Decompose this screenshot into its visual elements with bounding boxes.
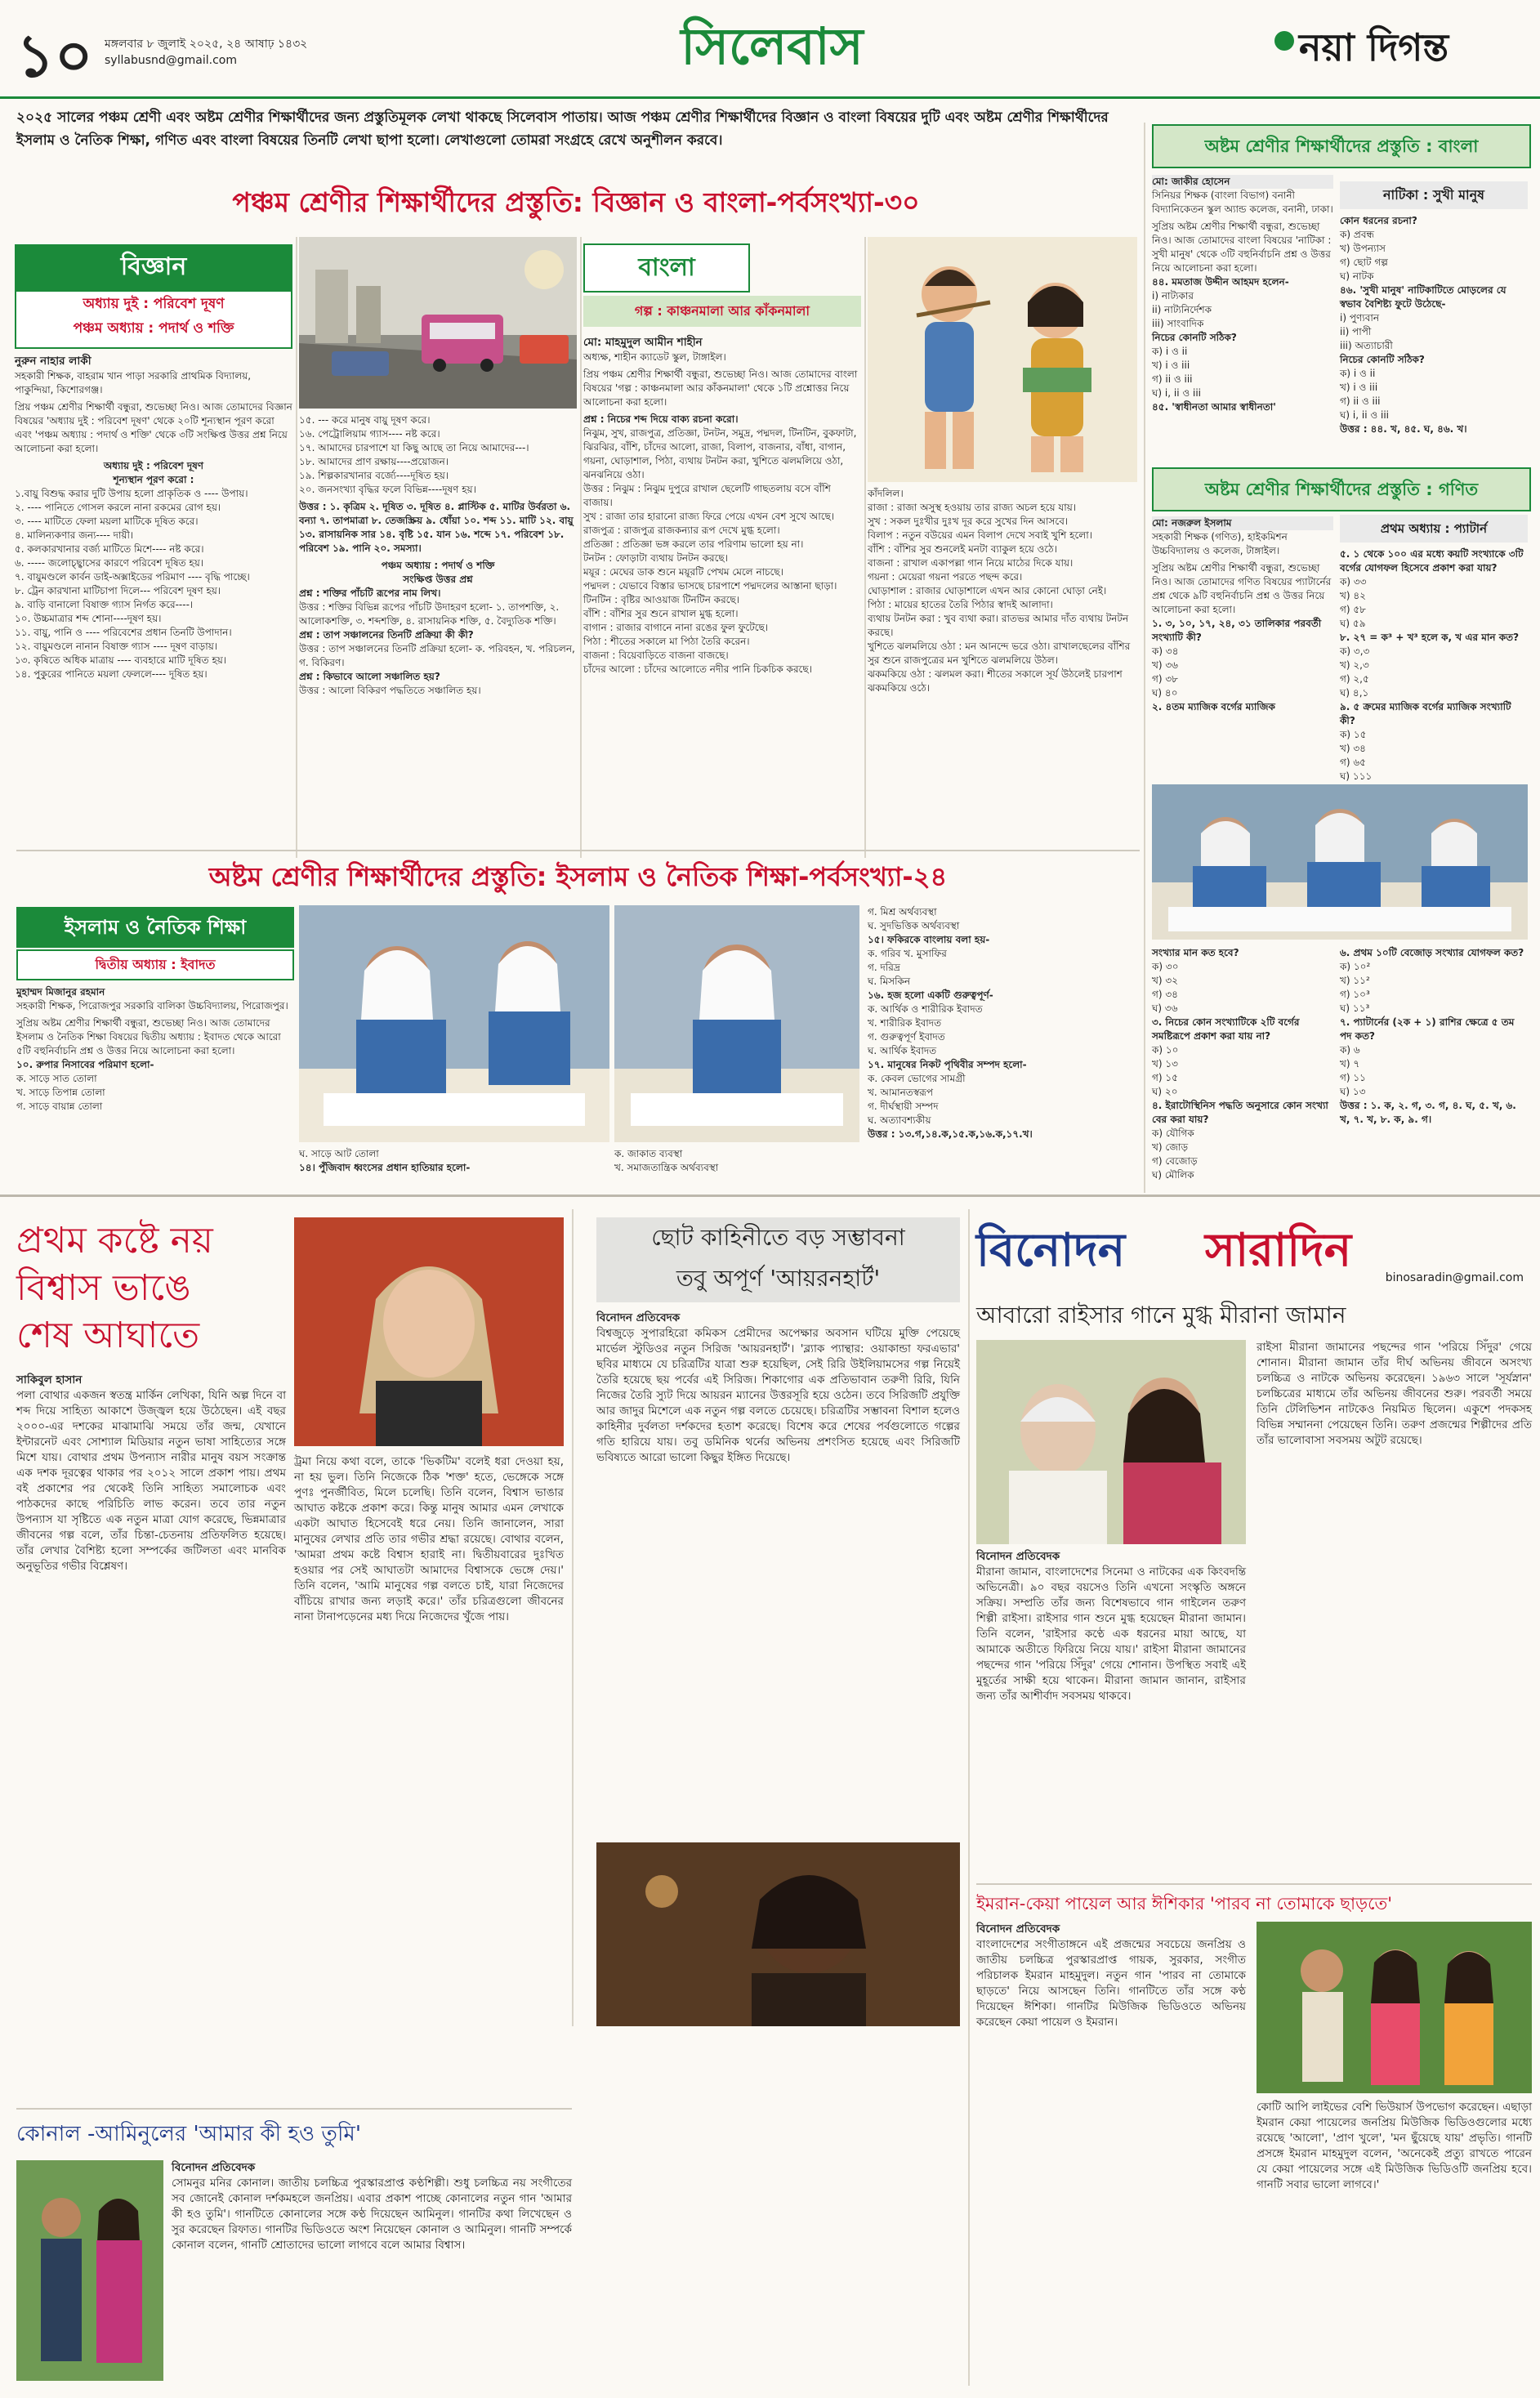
islam-line: ক. গরিব খ. মুসাফির: [868, 948, 947, 959]
class8-math-lower2: [1340, 946, 1528, 1127]
science-sub1b: শূন্যস্থান পূরণ করো :: [113, 474, 194, 485]
class8-math-line: গ) ১০³: [1340, 989, 1370, 1000]
class8-math-line: ক) ৩০: [1152, 961, 1179, 972]
science-chapter-1: অধ্যায় দুই : পরিবেশ দূষণ: [83, 296, 225, 312]
bangla-answer: রাজপুত্র : রাজপুত্র রাজকন্যার রূপ দেখে মুগ্ধ হলো।: [583, 525, 780, 536]
binodon-email: binosaradin@gmail.com: [1385, 1271, 1524, 1284]
author-portrait-photo: [294, 1217, 564, 1446]
islam-line: ১৭. মানুষের নিকট পৃথিবীর সম্পদ হলো-: [868, 1059, 1027, 1070]
islam-line: ক. কেবল ভোগের সামগ্রী: [868, 1073, 966, 1084]
divider: [16, 850, 1140, 851]
class8-bangla-choice: ঘ) i, ii ও iii: [1152, 387, 1202, 399]
science-answer: উত্তর : ১. কৃত্রিম ২. দূষিত ৩. দূষিত ৪. প্লাস্টিক ৫. মাটির উর্বরতা ৬. বন্যা ৭. তাপমাত্রা ৮. তেজস্ক্রিয় ৯. ধোঁয়া ১০. শব্দ ১১. মাটি ১২. বায়ু ১৩. রাসায়নিক সার ১৪. বৃষ্টি ১৫. যান ১৬. শব্দে ১৭. পরিবেশ ১৮. পরিবেশ ১৯. পানি ২০. সমস্যা।: [299, 501, 574, 554]
islam-line: ঘ. আর্থিক ইবাদত: [868, 1045, 937, 1056]
science-item: ১১. বায়ু, পানি ও ---- পরিবেশের প্রধান তিনটি উপাদান।: [15, 627, 232, 638]
class8-math-line: ঘ) মৌলিক: [1152, 1169, 1194, 1181]
islam-line: খ. সাড়ে তিপান্ন তোলা: [16, 1087, 105, 1098]
binodon-story1-col1: [976, 1549, 1246, 1704]
page-number: ১০: [16, 20, 93, 90]
bangla-answer: প্রতিজ্ঞা : প্রতিজ্ঞা ভঙ্গ করলে তার পরিণাম ভালো হয় না।: [583, 538, 804, 550]
class8-math-line: ক) ৩,৩: [1340, 645, 1370, 657]
science-item: ৬. ----- জলোচ্ছ্বাসের কারণে পরিবেশ দূষিত হয়।: [15, 557, 204, 569]
class8-math-lower1: [1152, 946, 1333, 1182]
actress-photo-icon: [976, 1340, 1246, 1544]
science-item: ১৪. পুকুরের পানিতে ময়লা ফেললে---- দূষিত হয়।: [15, 668, 208, 680]
class5-banner: পঞ্চম শ্রেণীর শিক্ষার্থীদের প্রস্তুতি: বিজ্ঞান ও বাংলা-পর্বসংখ্যা-৩০: [232, 186, 920, 218]
movie-body: [596, 1311, 960, 1466]
class8-bangla-line: i) পুণ্যবান: [1340, 312, 1380, 324]
class8-bangla-author: মো: জাকীর হোসেন: [1152, 175, 1333, 189]
science-q1: প্রশ্ন : শক্তির পাঁচটি রূপের নাম লিখ।: [299, 587, 441, 599]
divider: [572, 1209, 574, 2026]
class8-bangla-banner: অষ্টম শ্রেণীর শিক্ষার্থীদের প্রস্তুতি : বাংলা: [1152, 124, 1531, 168]
islam-line: গ. সাড়ে বায়ান্ন তোলা: [16, 1101, 103, 1112]
islam-intro: সুপ্রিয় অষ্টম শ্রেণীর শিক্ষার্থী বন্ধুরা, শুভেচ্ছা নিও। আজ তোমাদের ইসলাম ও নৈতিক শিক্ষা বিষয়ের দ্বিতীয় অধ্যায় : ইবাদত থেকে আরো ৫টি বহুনির্বাচনি প্রশ্ন ও উত্তর নিয়ে আলোচনা করা হলো।: [16, 1017, 281, 1056]
science-item: ১০. উচ্চমাত্রার শব্দ শোনা----দূষণ হয়।: [15, 613, 162, 624]
class8-math-line: ক) ৩৩: [1340, 576, 1367, 587]
science-item: ১৯. শিল্পকারখানার বর্জ্যে----দূষিত হয়।: [299, 470, 449, 481]
class8-math-col2: [1340, 547, 1528, 811]
class8-math-line: ৪. ইরাটোস্থিনিস পদ্ধতি অনুসারে কোন সংখ্যা বের করা যায়?: [1152, 1100, 1328, 1125]
class8-math-col1: [1152, 516, 1333, 714]
feature-text: ট্রমা নিয়ে কথা বলে, তাকে 'ভিকটিম' বলেই ধরা দেওয়া হয়, না হয় ভুল। তিনি নিজেকে ঠিক 'শক্ত' হতে, ভেঙ্গেকে সঙ্গে পুণঃ পুনর্জীবিত, মিলে চলেছি। তিনি বলেন, বিশ্বাস ভাঙার আঘাত কষ্টকে প্রকাশ করে। কিন্তু মানুষ আমার এমন লেখাকে একটা আঘাত হিসেবেই ধরে নেয়। তিনি জানালেন, সারা মানুষের লেখার প্রতি তার গভীর শ্রদ্ধা রয়েছে। বোথার বলেন, 'আমরা প্রথম কষ্টে বিশ্বাস হারাই না। দ্বিতীয়বারের দুঃখিত হওয়ার পর সেই আঘাতটা আমাদের বিশ্বাসকে ভেঙ্গে দেয়।' তিনি বলেন, 'আমি মানুষের গল্প বলতে চাই, যারা নিজেদের বাঁচিয়ে রাখার জন্য লড়াই করে।' তাঁর চরিত্রগুলো জীবনের নানা টানাপড়েনের মধ্য দিয়ে নিজেদের খুঁজে পায়।: [294, 1455, 564, 1623]
islam-line: গ. দরিদ্র: [868, 962, 900, 973]
bangla-answer: পিঠা : শীতের সকালে মা পিঠা তৈরি করেন।: [583, 636, 750, 647]
class8-bangla-col1: [1152, 175, 1333, 414]
bangla-col2: [868, 487, 1137, 695]
class8-bangla-q45: ৪৫. 'স্বাধীনতা আমার স্বাধীনতা': [1152, 401, 1276, 413]
imran-keya-photo: [1257, 1922, 1532, 2093]
divider: [864, 237, 866, 858]
class8-math-line: ঘ) ৪,১: [1340, 687, 1369, 699]
science-item: ৪. মালিন্যকণার জন্য---- দায়ী।: [15, 529, 134, 541]
bangla-answer: পদ্মদল : যেভাবে বিস্তার ভাসছে চারপাশে পদ্মদলের আস্তানা ছাড়া।: [583, 580, 837, 592]
feature-headline-line: প্রথম কষ্টে নয়: [16, 1220, 213, 1262]
class8-bangla-line: ঘ) i, ii ও iii: [1340, 409, 1390, 421]
science-section: [15, 233, 292, 846]
divider: [968, 1209, 970, 2386]
binodon-story2-col2: [1257, 2100, 1532, 2193]
bangla-col2-line: কাঁদলিল।: [868, 488, 904, 499]
islam-line: ঘ. মিসকিন: [868, 976, 911, 987]
class8-math-line: ৬. প্রথম ১০টি বেজোড় সংখ্যার যোগফল কত?: [1340, 947, 1524, 958]
class8-math-line: ১. ৩, ১০, ১৭, ২৪, ৩১ তালিকার পরবর্তী সংখ্যাটি কী?: [1152, 618, 1322, 643]
class8-math-line: ৮. ২৭ = ক³ + খ³ হলে ক, খ এর মান কত?: [1340, 632, 1520, 643]
islam-line: খ. শারীরিক ইবাদত: [868, 1017, 942, 1029]
bangla-title: বাংলা: [583, 243, 750, 292]
movie-headline-1: ছোট কাহিনীতে বড় সম্ভাবনা: [651, 1224, 905, 1251]
science-chapter-box: [15, 290, 292, 349]
bangla-answer: উত্তর : নিঝুম : নিঝুম দুপুরে রাখাল ছেলেটি গাছতলায় বসে বাঁশি বাজায়।: [583, 483, 831, 508]
class8-math-line: গ) ৬৫: [1340, 757, 1366, 768]
islam-author: মুহাম্মদ মিজানুর রহমান: [16, 986, 105, 998]
students-exam-photo-1: [299, 905, 609, 1142]
class8-math-line: ক) ১০: [1152, 1044, 1179, 1056]
class8-bangla-line: খ) উপন্যাস: [1340, 243, 1386, 254]
bangla-answer: ময়ূর : মেঘের ডাক শুনে ময়ূরটি পেখম মেলে নাচছে।: [583, 566, 783, 578]
class8-bangla-line: গ) ছোট গল্প: [1340, 257, 1388, 268]
class8-bangla-prompt: নিচের কোনটি সঠিক?: [1152, 332, 1237, 343]
science-item: ১৬. পেট্রোলিয়াম গ্যাস---- নষ্ট করে।: [299, 428, 440, 440]
binodon-story2-text2: কোটি আপি লাইভের বেশি ভিউয়ার্স উপভোগ করেছেন। এছাড়া ইমরান কেয়া পায়েলের জনপ্রিয় মিউজিক ভিডিওগুলোর মধ্যে রয়েছে 'আলো', 'প্রাণ খুলে', 'মন ছুঁয়েছে যায়' প্রভৃতি। গানটি প্রসঙ্গে ইমরান মাহমুদুল বলেন, 'অনেকেই প্রত্যু রাখতে পারেন যে কেয়া পায়েলের সঙ্গে এই মিউজিক ভিডিওটি জনপ্রিয় হবে। গানটি সবার ভালো লাগবে।': [1257, 2101, 1532, 2191]
islam-line: ১০. রুপার নিসাবের পরিমাণ হলো-: [16, 1059, 154, 1070]
bangla-col2-line: ঝকমকিয়ে ওঠা : ঝলমল করা। শীতের সকালে সূর্য উঠলেই চারপাশ ঝকমকিয়ে ওঠে।: [868, 668, 1123, 694]
science-q2: প্রশ্ন : তাপ সঞ্চালনের তিনটি প্রক্রিয়া কী কী?: [299, 629, 474, 641]
islam-line: খ. সমাজতান্ত্রিক অর্থব্যবস্থা: [614, 1162, 719, 1173]
exam-photo-icon: [299, 905, 609, 1142]
feature-headline-line: বিশ্বাস ভাঙে: [16, 1267, 191, 1309]
divider: [580, 237, 582, 858]
divider: [1144, 123, 1145, 1193]
science-a1: উত্তর : শক্তির বিভিন্ন রূপের পাঁচটি উদাহরণ হলো- ১. তাপশক্তি, ২. আলোকশক্তি, ৩. শব্দশক্তি, ৪. রাসায়নিক শক্তি, ৫. বৈদ্যুতিক শক্তি।: [299, 601, 560, 627]
science-col2: [299, 413, 577, 698]
binodon-story1-text: মীরানা জামান, বাংলাদেশের সিনেমা ও নাটকের এক কিংবদন্তি অভিনেত্রী। ৯০ বছর বয়সেও তিনি এখনো সংস্কৃতি অঙ্গনে সক্রিয়। সম্প্রতি তাঁর জন্য বিশেষভাবে গান গাইলেন তরুণ শিল্পী রাইসা। রাইসার গান শুনে মুগ্ধ হয়েছেন মীরানা জামান। তিনি বলেন, 'রাইসার কণ্ঠে এক ধরনের মায়া আছে, যা আমাকে অতীতে ফিরিয়ে নিয়ে যায়।' রাইসা মীরানা জামানের পছন্দের গান 'পরিয়ে সিঁদুর' গেয়ে শোনান। উপস্থিত সবাই এই মুহূর্তের সাক্ষী হয়ে থাকেন। মীরানা জামান জানান, রাইসার জন্য তাঁর আশীর্বাদ সবসময় থাকবে।: [976, 1565, 1246, 1703]
binodon-story2-text: বাংলাদেশের সংগীতাঙ্গনে এই প্রজন্মের সবচেয়ে জনপ্রিয় ও জাতীয় চলচ্চিত্র পুরস্কারপ্রাপ্ত গায়ক, সুরকার, সংগীত পরিচালক ইমরান মাহমুদুল। নতুন গান 'পারব না তোমাকে ছাড়তে' নিয়ে আসছেন তিনি। গানটিতে তাঁর সঙ্গে কণ্ঠ দিয়েছেন ঈশিকা। গানটির মিউজিক ভিডিওতে অভিনয় করেছেন কেয়া পায়েল ও ইমরান।: [976, 1938, 1246, 2029]
konal-aminul-photo: [16, 2160, 163, 2381]
divider: [296, 237, 297, 858]
bangla-col2-line: বাঁশি : বাঁশির সুর শুনলেই মনটা ব্যাকুল হয়ে ওঠে।: [868, 543, 1057, 555]
movie-byline: বিনোদন প্রতিবেদক: [596, 1311, 681, 1324]
email-line: syllabusnd@gmail.com: [105, 54, 237, 67]
section-title: সিলেবাস: [681, 16, 864, 76]
class8-bangla-line: ii) পাপী: [1340, 326, 1372, 337]
class8-math-line: ৩. নিচের কোন সংখ্যাটিকে ২টি বর্গের সমষ্টিরূপে প্রকাশ করা যায় না?: [1152, 1016, 1300, 1042]
paper-logo: [1274, 23, 1520, 80]
class8-math-line: ৫. ১ থেকে ১০০ এর মধ্যে কয়টি সংখ্যাকে ৩টি বর্গের যোগফল হিসেবে প্রকাশ করা যায়?: [1340, 548, 1524, 574]
class8-math-line: খ) ১১²: [1340, 975, 1370, 986]
feature-col2: [294, 1454, 564, 1625]
bangla-question: প্রশ্ন : নিচের শব্দ দিয়ে বাক্য রচনা করো।: [583, 413, 739, 425]
class8-math-line: ক) ১০²: [1340, 961, 1371, 972]
islam-line: ঘ. সাড়ে আট তোলা: [299, 1148, 379, 1159]
konal-body: [172, 2160, 572, 2253]
konal-byline: বিনোদন প্রতিবেদক: [172, 2161, 256, 2174]
class8-math-intro: সুপ্রিয় অষ্টম শ্রেণীর শিক্ষার্থী বন্ধুরা, শুভেচ্ছা নিও। আজ তোমাদের গণিত বিষয়ের প্যাটার্নের প্রশ্ন থেকে ৯টি বহুনির্বাচনি প্রশ্ন ও উত্তর নিয়ে আলোচনা করা হলো।: [1152, 562, 1332, 615]
science-author: নুরুন নাহার লাকী: [15, 355, 92, 368]
bangla-lesson: গল্প : কাঞ্চনমালা আর কাঁকনমালা: [583, 296, 861, 327]
class8-math-line: ২. ৪তম ম্যাজিক বর্গের ম্যাজিক: [1152, 701, 1275, 712]
class8-bangla-author-info: সিনিয়র শিক্ষক (বাংলা বিভাগ) বনানী বিদ্যানিকেতন স্কুল অ্যান্ড কলেজ, বনানী, ঢাকা।: [1152, 190, 1333, 215]
class8-math-line: খ) ৭: [1340, 1058, 1360, 1069]
class8-math-line: ৯. ৫ ক্রমের ম্যাজিক বর্গের ম্যাজিক সংখ্যাটি কী?: [1340, 701, 1511, 726]
class8-math-author: মো: নজরুল ইসলাম: [1152, 516, 1333, 530]
bangla-col2-line: গয়না : মেয়েরা গয়না পরতে পছন্দ করে।: [868, 571, 1023, 583]
class8-bangla-line: ক) i ও ii: [1340, 368, 1376, 379]
bangla-answer: বাজনা : বিয়েবাড়িতে বাজনা বাজছে।: [583, 650, 729, 661]
movie-headline-2: তবু অপূর্ণ 'আয়রনহার্ট': [676, 1265, 881, 1292]
islam-line: গ. দীর্ঘস্থায়ী সম্পদ: [868, 1101, 939, 1112]
singers-photo-icon: [1257, 1922, 1532, 2093]
bangla-answer: বাগান : রাজার বাগানে নানা রঙের ফুল ফুটেছে।: [583, 622, 769, 633]
bus-illustration-icon: [299, 237, 577, 409]
islam-line: ঘ. সুদভিত্তিক অর্থব্যবস্থা: [868, 920, 960, 931]
binodon-story2-headline: ইমরান-কেয়া পায়েল আর ঈশিকার 'পারব না তোমাকে ছাড়তে': [976, 1894, 1393, 1913]
feature-headline-line: শেষ আঘাতে: [16, 1315, 200, 1356]
bangla-col2-line: বিলাপ : নতুন বউয়ের এমন বিলাপ দেখে সবাই খুশি হলো।: [868, 529, 1092, 541]
binodon-logo-a: বিনোদন: [976, 1223, 1126, 1277]
konal-text: সোমনুর মনির কোনাল। জাতীয় চলচ্চিত্র পুরস্কারপ্রাপ্ত কণ্ঠশিল্পী। শুধু চলচ্চিত্র নয় সংগীতের সব জোনেই কোনাল দর্শকমহলে জনপ্রিয়। এবার প্রকাশ পাচ্ছে কোনালের নতুন গান 'আমার কী হও তুমি'। গানটিতে কোনালের সঙ্গে কণ্ঠ দিয়েছেন আমিনুল। গানটির কথা লিখেছেন ও সুর করেছেন রিফাত। গানটির ভিডিওতে অংশ নিয়েছেন কোনাল ও আমিনুল। গানটি সম্পর্কে কোনাল বলেন, গানটি শ্রোতাদের ভালো লাগবে বলে আমার বিশ্বাস।: [172, 2177, 572, 2252]
science-item: ৫. কলকারখানার বর্জ্য মাটিতে মিশে---- নষ্ট করে।: [15, 543, 204, 555]
singers-duo-photo-icon: [16, 2160, 163, 2381]
class8-math-line: গ) ১৫: [1152, 1072, 1178, 1083]
islam-right: [868, 905, 1137, 1141]
class8-bangla-line: কোন ধরনের রচনা?: [1340, 215, 1417, 226]
class8-bangla-line: ক) প্রবন্ধ: [1340, 229, 1375, 240]
islam-under1: [299, 1147, 609, 1175]
class8-math-line: ক) ৩৪: [1152, 645, 1179, 657]
islam-line: ১৫। ফকিরকে বাংলায় বলা হয়-: [868, 934, 990, 945]
binodon-logo-b: সারাদিন: [1205, 1223, 1352, 1277]
section-divider: [0, 1195, 1540, 1197]
science-sub1: অধ্যায় দুই : পরিবেশ দূষণ: [103, 460, 204, 471]
bangla-col2-line: ঘোড়াশাল : রাজার ঘোড়াশালে এখন আর কোনো ঘোড়া নেই।: [868, 585, 1107, 596]
class8-bangla-choice: ক) i ও ii: [1152, 346, 1188, 357]
science-item: ১.বায়ু বিশুদ্ধ করার দুটি উপায় হলো প্রাকৃতিক ও ---- উপায়।: [15, 488, 248, 499]
class8-math-line: গ) ৩৪: [1152, 989, 1178, 1000]
class8-math-line: ঘ) ৫৯: [1340, 618, 1366, 629]
bangla-words: নিঝুম, সুখ, রাজপুত্র, প্রতিজ্ঞা, টনটন, সমুদ্র, পদ্মদল, টিনটিন, বুকফাটা, ঝিরঝির, বাঁশি, চাঁদের আলো, রাজা, বিলাপ, বাজনার, বাঁধা, বাগান, গয়না, ঘোড়াশাল, পিঠা, ব্যথায় টনটন করা, খুশিতে ঝলমলিয়ে ওঠা, ঝনঝনিয়ে ওঠা।: [583, 427, 857, 480]
class8-math-line: খ) ১৩: [1152, 1058, 1178, 1069]
science-intro: প্রিয় পঞ্চম শ্রেণীর শিক্ষার্থী বন্ধুরা, শুভেচ্ছা নিও। আজ তোমাদের বিজ্ঞান বিষয়ের 'অধ্যায় দুই : পরিবেশ দূষণ' থেকে ২০টি শূন্যস্থান পূরণ করো এবং 'পঞ্চম অধ্যায় : পদার্থ ও শক্তি' থেকে ৩টি সংক্ষিপ্ত উত্তর প্রশ্ন নিয়ে আলোচনা করা হলো।: [15, 401, 292, 454]
binodon-story1-byline: বিনোদন প্রতিবেদক: [976, 1550, 1060, 1563]
islam-under2: [614, 1147, 859, 1175]
islam-line: ক. সাড়ে সাত তোলা: [16, 1073, 97, 1084]
class8-math-line: ঘ) ১১³: [1340, 1003, 1370, 1014]
class8-bangla-intro: সুপ্রিয় অষ্টম শ্রেণীর শিক্ষার্থী বন্ধুরা, শুভেচ্ছা নিও। আজ তোমাদের বাংলা বিষয়ের 'নাটিকা : সুখী মানুষ' থেকে ৩টি বহুনির্বাচনি প্রশ্ন ও উত্তর নিয়ে আলোচনা করা হলো।: [1152, 221, 1332, 274]
movie-text: বিশ্বজুড়ে সুপারহিরো কমিকস প্রেমীদের অপেক্ষার অবসান ঘটিয়ে মুক্তি পেয়েছে মার্ভেল স্টুডিওর নতুন সিরিজ 'আয়রনহার্ট'। 'ব্ল্যাক প্যান্থার: ওয়াকান্ডা ফরএভার' ছবির মাধ্যমে যে চরিত্রটির যাত্রা শুরু হয়েছিল, সেই রিরি উইলিয়ামসের গল্প নিয়েই তৈরি হয়েছে ছয় পর্বের এই সিরিজ। শিকাগোর এক প্রতিভাবান তরুণী রিরি, যিনি নিজের তৈরি স্যুট দিয়ে আয়রন ম্যানের উত্তরসূরি হয়ে ওঠেন। তবে সিরিজটি প্রযুক্তি আর জাদুর মিশেলে এক নতুন গল্প বলতে চেয়েছে। চরিত্রটির সম্ভাবনা বিশাল হলেও কাহিনীর দুর্বলতা দর্শকদের হতাশ করেছে। বিশেষ করে শেষের পর্বগুলোতে গল্পের গতি হারিয়ে যায়। তবু ডমিনিক থর্নের অভিনয় প্রশংসিত হয়েছে এবং সিরিজটি ভবিষ্যতে আরো ভালো কিছুর ইঙ্গিত দিয়েছে।: [596, 1327, 960, 1464]
math-chapter: প্রথম অধ্যায় : প্যাটার্ন: [1340, 515, 1528, 543]
bangla-col2-line: খুশিতে ঝলমলিয়ে ওঠা : মন আনন্দে ভরে ওঠা। রাখালছেলের বাঁশির সুর শুনে রাজপুত্রের মন খুশিতে ঝলমলিয়ে উঠল।: [868, 641, 1131, 666]
islam-line: ক. জাকাত ব্যবস্থা: [614, 1148, 683, 1159]
bangla-answer: বাঁশি : বাঁশির সুর শুনে রাখাল মুগ্ধ হলো।: [583, 608, 739, 619]
science-item: ২. ---- পানিতে গোসল করলে নানা রকমের রোগ হয়।: [15, 502, 221, 513]
students-writing-photo: [1152, 784, 1528, 940]
islam-line: খ. আমানতস্বরূপ: [868, 1087, 934, 1098]
bangla-section: [583, 237, 861, 850]
class8-bangla-line: খ) i ও iii: [1340, 382, 1378, 393]
divider: [16, 2108, 572, 2110]
class8-math-line: গ) ৫৮: [1340, 604, 1366, 615]
class8-math-line: গ) বেজোড়: [1152, 1155, 1198, 1167]
islam-line: ক. আর্থিক ও শারীরিক ইবাদত: [868, 1003, 983, 1015]
science-title: বিজ্ঞান: [15, 244, 292, 290]
science-item: ১৮. আমাদের প্রাণ রক্ষায়----প্রয়োজন।: [299, 456, 449, 467]
science-chapter-2: পঞ্চম অধ্যায় : পদার্থ ও শক্তি: [73, 320, 234, 337]
class8-bangla-opt: i) নাট্যকার: [1152, 290, 1194, 301]
science-q3: প্রশ্ন : কিভাবে আলো সঞ্চালিত হয়?: [299, 671, 440, 682]
class8-math-line: ঘ) ৪০: [1152, 687, 1178, 699]
class8-bangla-col2: [1340, 214, 1528, 436]
class8-math-line: খ) ৩৪: [1340, 743, 1366, 754]
children-illustration-icon: [868, 237, 1137, 482]
class8-math-line: সংখ্যার মান কত হবে?: [1152, 947, 1239, 958]
class8-bangla-line: ঘ) নাটক: [1340, 270, 1374, 282]
science-item: ৭. বায়ুমণ্ডলে কার্বন ডাই-অক্সাইডের পরিমাণ ---- বৃদ্ধি পাচ্ছে।: [15, 571, 250, 583]
binodon-logo: [976, 1217, 1532, 1291]
konal-headline: কোনাল -আমিনুলের 'আমার কী হও তুমি': [16, 2122, 361, 2146]
class8-math-line: গ) ১১: [1340, 1072, 1366, 1083]
bangla-col2-line: সুখ : সকল দুঃখীর দুঃখ দূর করে সুখের দিন আসবে।: [868, 516, 1069, 527]
drama-label: নাটিকা : সুখী মানুষ: [1340, 181, 1528, 209]
mirana-raisa-photo: [976, 1340, 1246, 1544]
science-item: ৩. ---- মাটিতে ফেলা ময়লা মাটিকে দূষিত করে।: [15, 516, 199, 527]
exam-photo-icon: [614, 905, 859, 1142]
bangla-author-info: অধ্যক্ষ, শাহীন ক্যাডেট স্কুল, টাঙ্গাইল।: [583, 351, 726, 363]
islam-line: গ. গুরুত্বপূর্ণ ইবাদত: [868, 1031, 945, 1043]
science-item: ২০. জনসংখ্যা বৃদ্ধির ফলে বিভিন্ন----দূষণ হয়।: [299, 484, 476, 495]
binodon-story1-text2: রাইসা মীরানা জামানের পছন্দের গান 'পরিয়ে সিঁদুর' গেয়ে শোনান। মীরানা জামান তাঁর দীর্ঘ অভিনয় জীবনে অসংখ্য চলচ্চিত্র ও নাটকে অভিনয় করেছেন। ১৯৬৩ সালে 'সূর্যস্নান' চলচ্চিত্রের মাধ্যমে তাঁর অভিনয় জীবনের শুরু। পরবর্তী সময়ে তিনি টেলিভিশন নাটকেও নিয়মিত ছিলেন। একুশে পদকসহ বিভিন্ন সম্মাননা পেয়েছেন তিনি। তরুণ প্রজন্মের শিল্পীদের প্রতি তাঁর ভালোবাসা সবসময় অটুট রয়েছে।: [1257, 1341, 1532, 1447]
class8-bangla-line: ৪৬. 'সুখী মানুষ' নাটিকাটিতে মোড়লের যে স্বভাব বৈশিষ্ট্য ফুটে উঠেছে-: [1340, 284, 1507, 310]
science-a3: উত্তর : আলো বিকিরণ পদ্ধতিতে সঞ্চালিত হয়।: [299, 685, 481, 696]
class8-bangla-choice: গ) ii ও iii: [1152, 373, 1193, 385]
class8-math-line: ঘ) ২০: [1152, 1086, 1178, 1097]
islam-line: ১৪। পুঁজিবাদ ধ্বংসের প্রধান হাতিয়ার হলো-: [299, 1162, 471, 1173]
islam-line: গ. মিশ্র অর্থব্যবস্থা: [868, 906, 937, 918]
class8-math-line: খ) ৩২: [1152, 975, 1178, 986]
islam-chapter: দ্বিতীয় অধ্যায় : ইবাদত: [16, 949, 294, 980]
date-line: মঙ্গলবার ৮ জুলাই ২০২৫, ২৪ আষাঢ় ১৪৩২: [105, 38, 308, 51]
bangla-author: মো: মাহমুদুল আমীন শাহীন: [583, 336, 703, 349]
class8-math-banner: অষ্টম শ্রেণীর শিক্ষার্থীদের প্রস্তুতি : গণিত: [1152, 467, 1531, 511]
bangla-col2-line: বাজনা : রাখাল একাপল্লা গান নিয়ে মাঠের দিকে যায়।: [868, 557, 1074, 569]
science-item: ১২. বায়ুমণ্ডলে নানান বিষাক্ত গ্যাস ---- দূষণ বাড়ায়।: [15, 641, 218, 652]
islam-answer: উত্তর : ১৩.গ,১৪.ক,১৫.ক,১৬.ক,১৭.খ।: [868, 1128, 1033, 1140]
bangla-col2-line: পিঠা : মায়ের হাতের তৈরি পিঠার স্বাদই আলাদা।: [868, 599, 1053, 610]
kids-illustration: [868, 237, 1137, 482]
feature-headline: [16, 1217, 286, 1360]
islam-title: ইসলাম ও নৈতিক শিক্ষা: [16, 907, 294, 948]
class8-bangla-line: গ) ii ও iii: [1340, 395, 1381, 407]
class8-math-line: ৭. প্যাটার্নের (২ক + ১) রাশির ক্ষেত্রে ৫ তম পদ কত?: [1340, 1016, 1515, 1042]
class8-bangla-opt: ii) নাট্যনির্দেশক: [1152, 304, 1212, 315]
science-item: ১৭. আমাদের চারপাশে যা কিছু আছে তা নিয়ে আমাদের---।: [299, 442, 529, 453]
bangla-col2-line: ব্যথায় টনটন করা : খুব ব্যথা করা। রাতভর আমার দাঁত ব্যথায় টনটন করছে।: [868, 613, 1129, 638]
bus-traffic-photo: [299, 237, 577, 409]
islam-author-info: সহকারী শিক্ষক, পিরোজপুর সরকারি বালিকা উচ্চবিদ্যালয়, পিরোজপুর।: [16, 1000, 288, 1011]
classroom-photo-icon: [1152, 784, 1528, 940]
islam-body: [16, 985, 294, 1114]
bangla-answer: সুখ : রাজা তার হারানো রাজ্য ফিরে পেয়ে এখন বেশ সুখে আছে।: [583, 511, 835, 522]
students-exam-photo-2: [614, 905, 859, 1142]
science-item: ৯. বাড়ি বানালো বিষাক্ত গ্যাস নির্গত করে----।: [15, 599, 194, 610]
class8-math-line: ক) ১৫: [1340, 729, 1367, 740]
islam-line: ঘ. অত্যাবশ্যকীয়: [868, 1114, 931, 1126]
islam-banner: অষ্টম শ্রেণীর শিক্ষার্থীদের প্রস্তুতি: ইসলাম ও নৈতিক শিক্ষা-পর্বসংখ্যা-২৪: [208, 861, 948, 892]
portrait-photo-icon: [294, 1217, 564, 1446]
class8-math-line: ক) যৌগিক: [1152, 1128, 1194, 1139]
class8-bangla-opt: iii) সাংবাদিক: [1152, 318, 1204, 329]
binodon-story1-headline: আবারো রাইসার গানে মুগ্ধ মীরানা জামান: [976, 1302, 1346, 1329]
class8-math-author-info: সহকারী শিক্ষক (গণিত), হাইকমিশন উচ্চবিদ্যালয় ও কলেজ, টাঙ্গাইল।: [1152, 531, 1288, 556]
binodon-story1-col2: [1257, 1340, 1532, 1449]
bangla-answer: টিনটিন : বৃষ্টির আওয়াজ টিনটিন করছে।: [583, 594, 740, 605]
feature-byline: সাকিবুল হাসান: [16, 1373, 83, 1387]
bangla-answer: টনটন : ফোড়াটা ব্যথায় টনটন করছে।: [583, 552, 728, 564]
paper-name: নয়া দিগন্ত: [1299, 25, 1449, 69]
masthead-divider: [0, 96, 1540, 99]
islam-line: ১৬. হজ হলো একটি গুরুত্বপূর্ণ-: [868, 989, 993, 1001]
movie-still-icon: [596, 1842, 960, 2026]
divider: [976, 1883, 1532, 1885]
class8-math-line: খ) ৩৬: [1152, 659, 1178, 671]
science-a2: উত্তর : তাপ সঞ্চালনের তিনটি প্রক্রিয়া হলো- ক. পরিবহন, খ. পরিচলন, গ. বিকিরণ।: [299, 643, 575, 668]
binodon-story2-col1: [976, 1922, 1246, 2030]
science-sub2: পঞ্চম অধ্যায় : পদার্থ ও শক্তি: [381, 560, 495, 571]
logo-mark-icon: [1274, 31, 1294, 51]
class8-bangla-choice: খ) i ও iii: [1152, 359, 1190, 371]
science-body: [15, 354, 292, 681]
class8-math-line: খ) ২,৩: [1340, 659, 1369, 671]
class8-math-line: ঘ) ৩৬: [1152, 1003, 1178, 1014]
class8-bangla-line: নিচের কোনটি সঠিক?: [1340, 354, 1425, 365]
binodon-story2-byline: বিনোদন প্রতিবেদক: [976, 1922, 1060, 1936]
intro-text: ২০২৫ সালের পঞ্চম শ্রেণী এবং অষ্টম শ্রেণীর শিক্ষার্থীদের জন্য প্রস্তুতিমূলক লেখা থাকছে সিলেবাস পাতায়। আজ পঞ্চম শ্রেণীর শিক্ষার্থীদের বিজ্ঞান ও বাংলা বিষয়ের দুটি এবং অষ্টম শ্রেণীর শিক্ষার্থীদের ইসলাম ও নৈতিক শিক্ষা, গণিত এবং বাংলা বিষয়ের তিনটি লেখা ছাপা হলো। লেখাগুলো তোমরা সংগ্রহে রেখে অনুশীলন করবে।: [16, 109, 1109, 149]
class8-bangla-q44: ৪৪. মমতাজ উদ্দীন আহমদ হলেন-: [1152, 276, 1289, 288]
class8-math-answer: উত্তর : ১. ক, ২. গ, ৩. গ, ৪. ঘ, ৫. খ, ৬. খ, ৭. খ, ৮. ক, ৯. গ।: [1340, 1100, 1516, 1125]
science-author-info: সহকারী শিক্ষক, বাহরাম খান পাড়া সরকারি প্রাথমিক বিদ্যালয়, পাকুন্দিয়া, কিশোরগঞ্জ।: [15, 370, 252, 395]
feature-col1: [16, 1373, 286, 1574]
science-item: ১৩. কৃষিতে অধিক মাত্রায় ---- ব্যবহারে মাটি দূষিত হয়।: [15, 654, 227, 666]
science-sub2b: সংক্ষিপ্ত উত্তর প্রশ্ন: [403, 574, 473, 585]
science-item: ৮. ট্রেন কারখানা মাটিচাপা দিলে--- পরিবেশ দূষণ হয়।: [15, 585, 221, 596]
movie-headline-box: [596, 1217, 960, 1302]
science-item: ১৫. --- করে মানুষ বায়ু দূষণ করে।: [299, 414, 431, 426]
masthead: [0, 0, 1540, 100]
bangla-body: [583, 335, 861, 677]
class8-math-line: ঘ) ১১১: [1340, 770, 1373, 782]
class8-math-line: খ) জোড়: [1152, 1141, 1189, 1153]
class8-math-line: ঘ) ১৩: [1340, 1086, 1366, 1097]
bangla-answer: চাঁদের আলো : চাঁদের আলোতে নদীর পানি চিকচিক করছে।: [583, 663, 812, 675]
class8-math-line: গ) ৩৮: [1152, 673, 1178, 685]
class8-math-line: খ) ৪২: [1340, 590, 1366, 601]
class8-math-line: গ) ২,৫: [1340, 673, 1369, 685]
bangla-intro: প্রিয় পঞ্চম শ্রেণীর শিক্ষার্থী বন্ধুরা, শুভেচ্ছা নিও। আজ তোমাদের বাংলা বিষয়ের 'গল্প : কাঞ্চনমালা আর কাঁকনমালা' থেকে ১টি প্রশ্নোত্তর নিয়ে আলোচনা করা হলো।: [583, 368, 858, 408]
class8-bangla-line: iii) অত্যাচারী: [1340, 340, 1393, 351]
bangla-col2-line: রাজা : রাজা অসুস্থ হওয়ায় তার রাজ্য অচল হয়ে যায়।: [868, 502, 1077, 513]
class8-bangla-answer: উত্তর : ৪৪. খ, ৪৫. ঘ, ৪৬. খ।: [1340, 423, 1467, 435]
ironheart-photo: [596, 1842, 960, 2026]
feature-text: পলা বোথার একজন স্বতন্ত্র মার্কিন লেখিকা, যিনি অল্প দিনে বা শব্দ দিয়ে সাহিত্য আকাশে উজ্জ্বল হয়ে উঠেছেন। এই বছর ২০০০-এর দশকের মাঝামাঝি সময়ে তাঁর জন্ম, যেখানে ইন্টারনেট এবং সোশ্যাল মিডিয়ার নতুন ভাষা সাহিত্যের সঙ্গে মিশে যায়। বোথার প্রথম উপন্যাস নারীর মানুষ বয়স সংক্রান্ত এক দশক দূরত্বের থাকার পর ২০১২ সালে প্রকাশ পায়। প্রথম বই প্রকাশের পর থেকেই তিনি সাহিত্য সমালোচক এবং পাঠকদের কাছে পরিচিতি লাভ করেন। তবে তার নতুন উপন্যাস যা সৃষ্টিতে এক নতুন মাত্রা যোগ করেছে, ভিন্নমাত্রার জীবনের গল্প বলে, তাঁর চিন্তা-চেতনায় প্রতিফলিত হয়েছে। তাঁর লেখার বৈশিষ্ট্য হলো সম্পর্কের জটিলতা এবং মানবিক অনুভূতির গভীর বিশ্লেষণ।: [16, 1389, 286, 1573]
class8-math-line: ক) ৬: [1340, 1044, 1360, 1056]
